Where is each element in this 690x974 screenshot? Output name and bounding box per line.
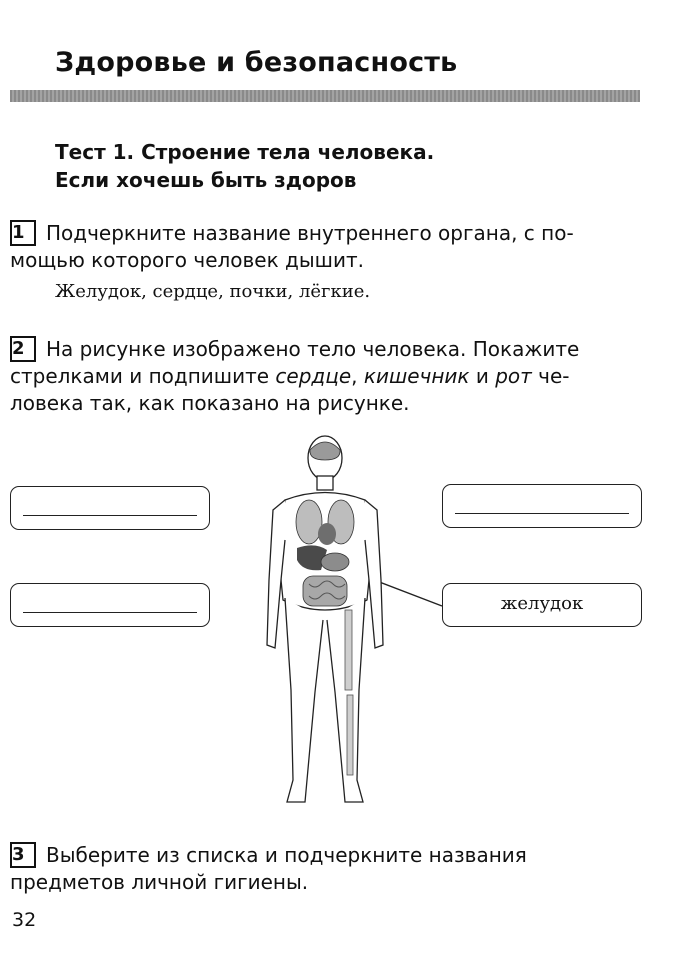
task-3-line2: предметов личной гигиены. xyxy=(10,870,309,894)
task-number: 2 xyxy=(10,336,36,362)
section-title: Здоровье и безопасность xyxy=(55,47,458,78)
keyword-intestine: кишечник xyxy=(363,364,470,388)
test-title-line1: Тест 1. Строение тела человека. xyxy=(55,140,435,164)
task-3 xyxy=(10,842,642,896)
test-title-line2: Если хочешь быть здоров xyxy=(55,168,357,192)
test-title xyxy=(55,138,434,194)
task-2-line2: стрелками и подпишите сердце, кишечник и рот че- xyxy=(10,364,570,388)
page-number: 32 xyxy=(12,909,37,931)
keyword-mouth: рот xyxy=(495,364,532,388)
task-2-line1: 2 На рисунке изображено тело человека. Покажите xyxy=(12,337,580,361)
human-body-figure xyxy=(255,430,395,810)
title-divider xyxy=(10,90,640,102)
answer-box-left-bottom[interactable] xyxy=(10,583,210,627)
example-label-box xyxy=(442,583,642,627)
task-2 xyxy=(10,336,642,417)
task-number: 1 xyxy=(10,220,36,246)
task-1-answer-options[interactable]: Желудок, сердце, почки, лёгкие. xyxy=(55,281,371,302)
example-label: желудок xyxy=(500,593,584,614)
keyword-heart: сердце xyxy=(275,364,352,388)
task-1 xyxy=(10,220,642,274)
answer-box-left-top[interactable] xyxy=(10,486,210,530)
task-1-line2: мощью которого человек дышит. xyxy=(10,248,364,272)
task-1-line1: 1 Подчеркните название внутреннего органа, с по- xyxy=(12,221,574,245)
task-number: 3 xyxy=(10,842,36,868)
task-2-line3: ловека так, как показано на рисунке. xyxy=(10,391,410,415)
task-3-line1: 3 Выберите из списка и подчеркните названия xyxy=(12,843,527,867)
answer-box-right-top[interactable] xyxy=(442,484,642,528)
